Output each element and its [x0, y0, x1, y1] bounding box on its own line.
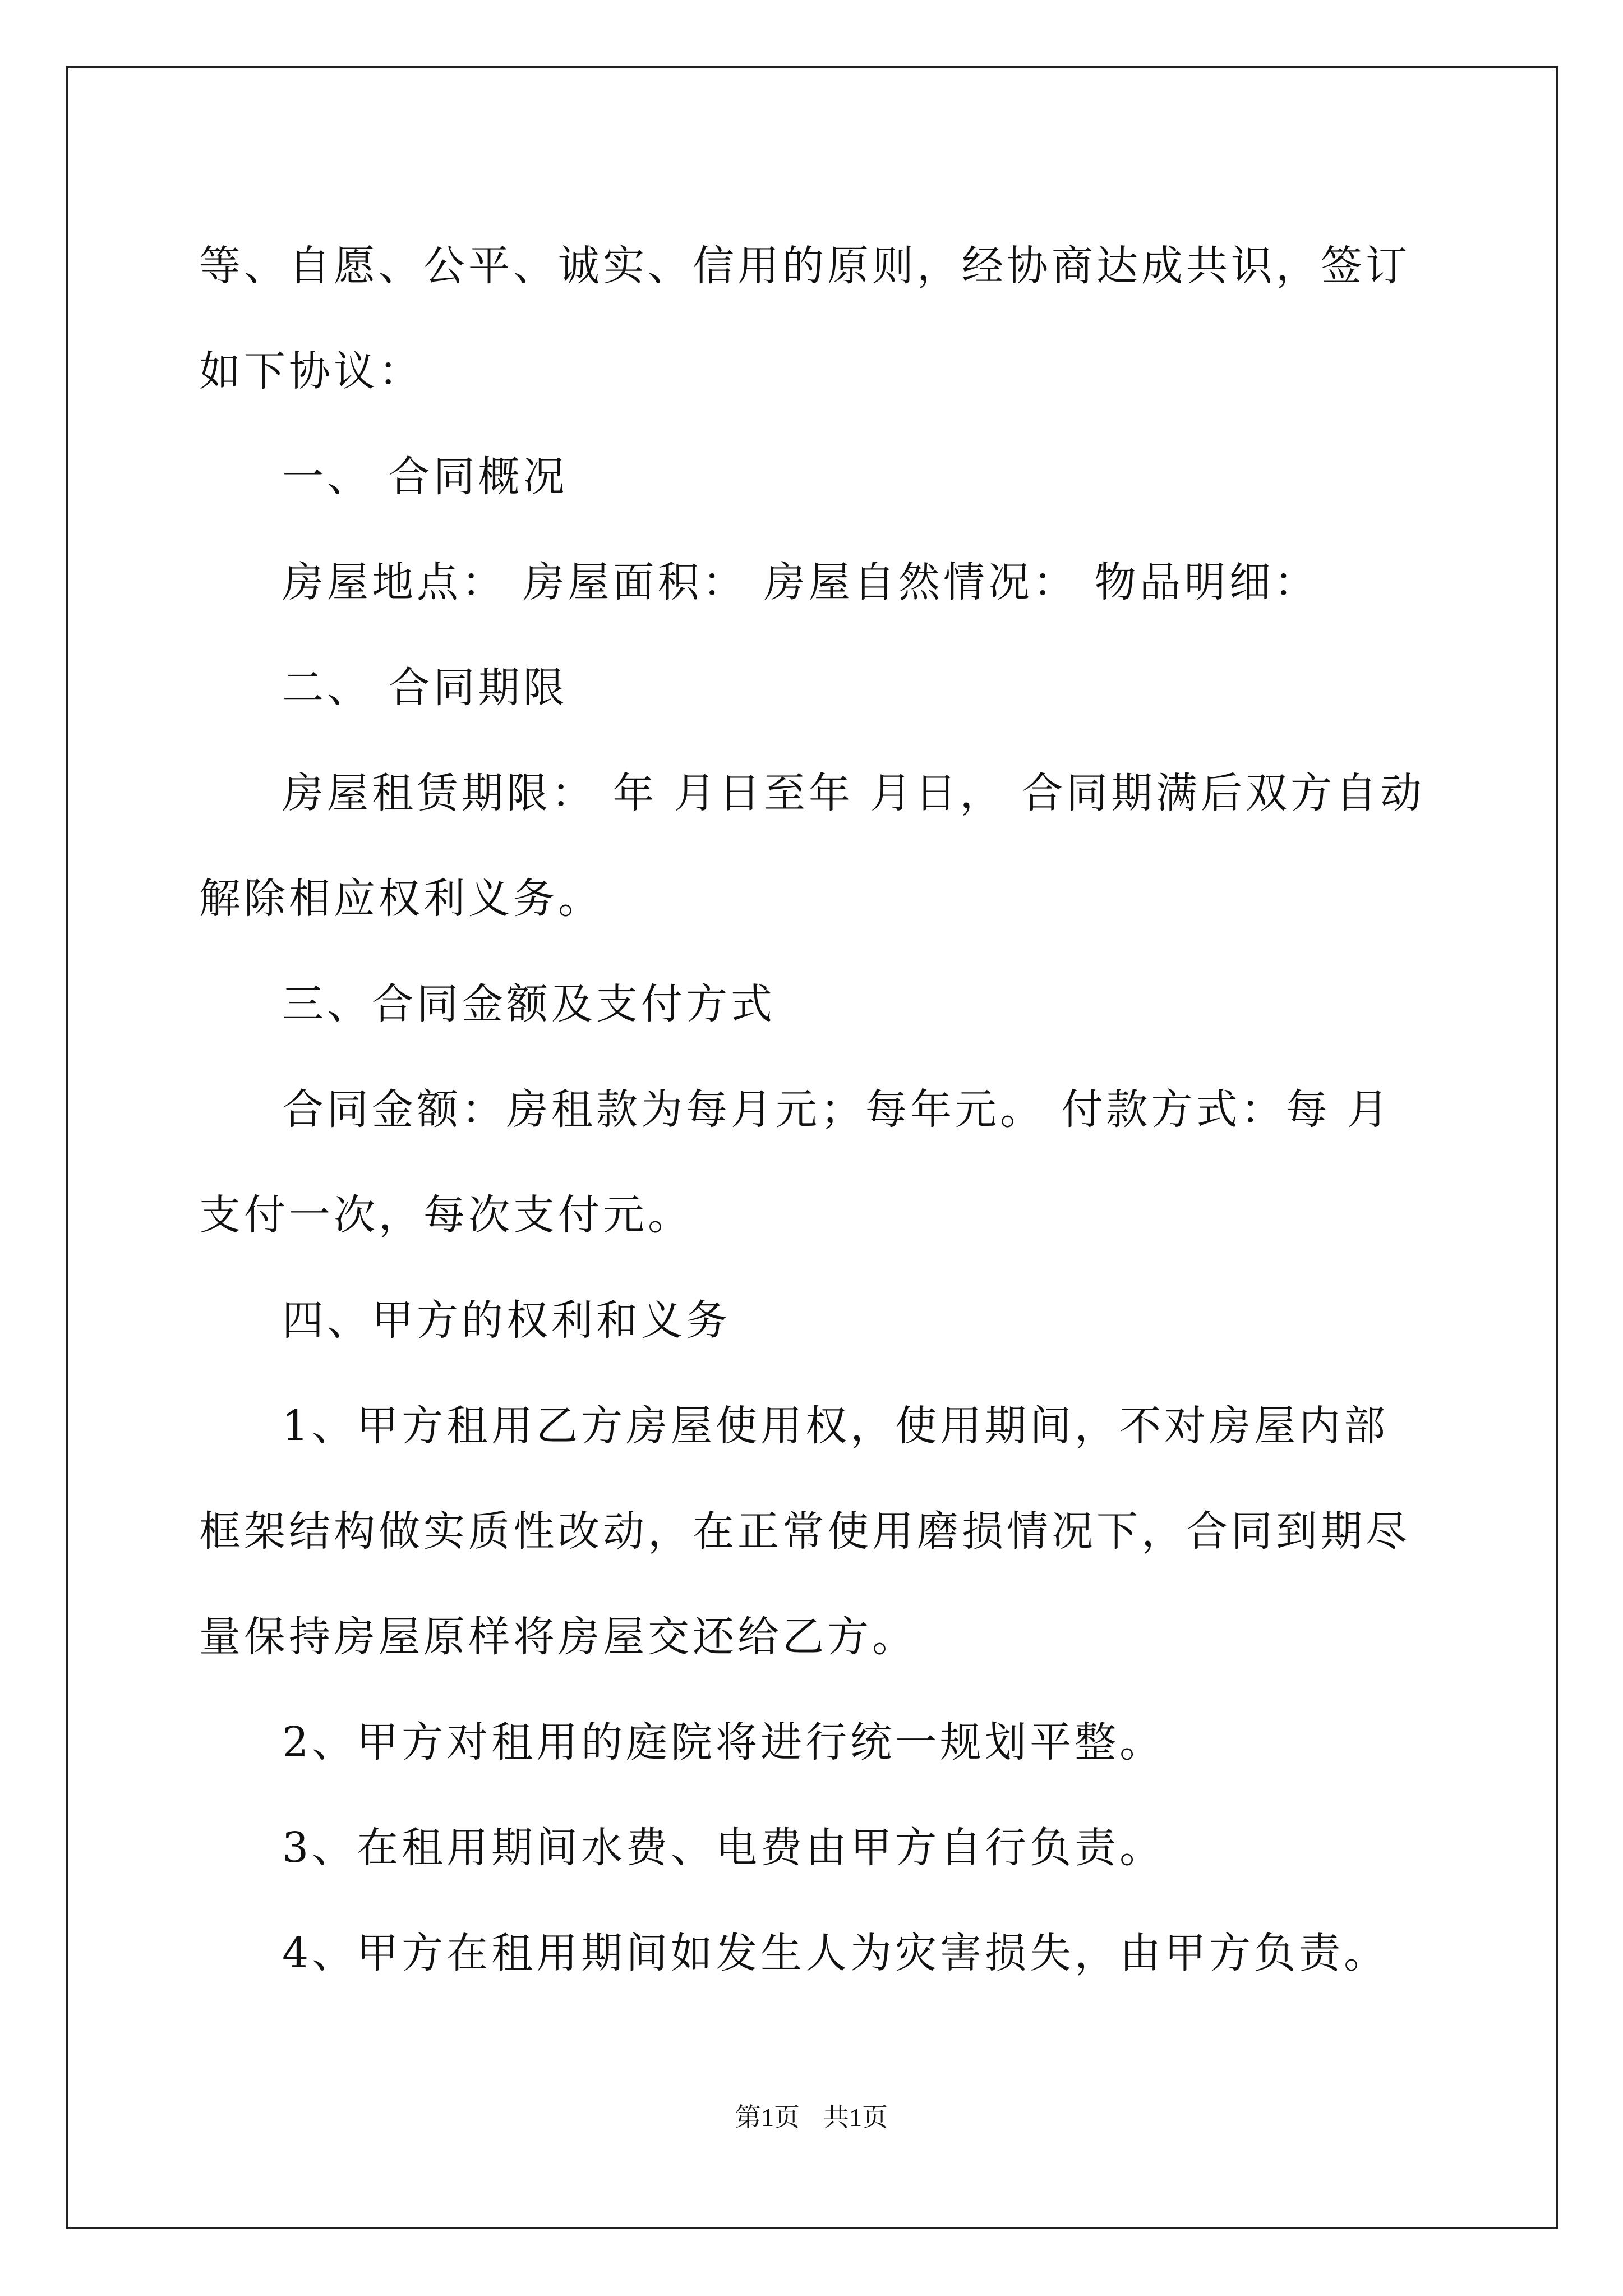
paragraph-property-details: 房屋地点： 房屋面积： 房屋自然情况： 物品明细： [282, 558, 1319, 606]
section-heading-amount-payment: 三、合同金额及支付方式 [282, 980, 776, 1028]
clause-2: 2、甲方对租用的庭院将进行统一规划平整。 [282, 1718, 1165, 1766]
clause-1: 1、甲方租用乙方房屋使用权，使用期间，不对房屋内部框架结构做实质性改动，在正常使用磨损情况下，合同到期尽量保持房屋原样将房屋交还给乙方。 [199, 1402, 1410, 1661]
page-number: 第1页 [735, 2103, 800, 2132]
section-heading-contract-term: 二、 合同期限 [282, 664, 568, 712]
page-footer [0, 2097, 1623, 2134]
paragraph-lease-term: 房屋租赁期限： 年 月日至年 月日， 合同期满后双方自动解除相应权利义务。 [199, 769, 1426, 923]
page-total: 共1页 [823, 2103, 888, 2132]
paragraph-amount-payment: 合同金额：房租款为每月元；每年元。 付款方式：每 月支付一次，每次支付元。 [199, 1085, 1393, 1239]
section-heading-party-a-rights: 四、甲方的权利和义务 [282, 1296, 731, 1345]
clause-4: 4、甲方在租用期间如发生人为灾害损失，由甲方负责。 [282, 1929, 1389, 1977]
paragraph-1: 等、自愿、公平、诚实、信用的原则，经协商达成共识，签订如下协议： [199, 242, 1410, 395]
section-heading-contract-overview: 一、 合同概况 [282, 453, 568, 501]
document-body [199, 213, 1433, 2006]
clause-3: 3、在租用期间水费、电费由甲方自行负责。 [282, 1824, 1165, 1872]
